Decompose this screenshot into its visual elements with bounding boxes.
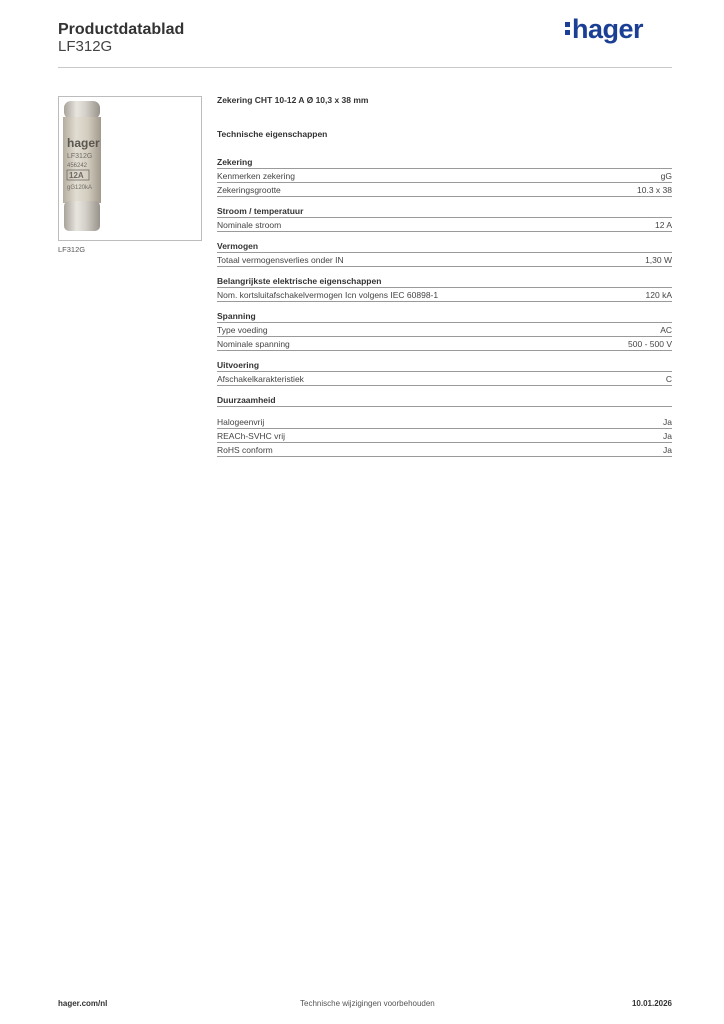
spec-value: Ja bbox=[663, 431, 672, 441]
spec-label: Halogeenvrij bbox=[217, 417, 265, 427]
footer-date: 10.01.2026 bbox=[631, 999, 672, 1008]
fuse-brand-label: hager bbox=[67, 136, 100, 150]
spec-group bbox=[217, 276, 672, 302]
spec-value: 500 - 500 V bbox=[628, 339, 672, 349]
logo-dots-icon bbox=[565, 19, 571, 38]
spec-value: Ja bbox=[663, 417, 672, 427]
spec-group-title: Duurzaamheid bbox=[217, 395, 672, 407]
product-photo bbox=[58, 96, 202, 241]
spec-group-title: Stroom / temperatuur bbox=[217, 206, 672, 218]
spec-label: Nominale spanning bbox=[217, 339, 290, 349]
spec-value: 120 kA bbox=[645, 290, 672, 300]
spec-row bbox=[217, 183, 672, 197]
spec-group-title: Zekering bbox=[217, 157, 672, 169]
spec-row bbox=[217, 218, 672, 232]
spec-group-title: Vermogen bbox=[217, 241, 672, 253]
spec-row bbox=[217, 169, 672, 183]
spec-row bbox=[217, 415, 672, 429]
product-name: Zekering CHT 10-12 A Ø 10,3 x 38 mm bbox=[217, 95, 369, 105]
spec-label: RoHS conform bbox=[217, 445, 273, 455]
spec-value: Ja bbox=[663, 445, 672, 455]
page-title: Productdatablad bbox=[58, 21, 185, 38]
spec-group bbox=[217, 360, 672, 386]
spec-label: Kenmerken zekering bbox=[217, 171, 295, 181]
spec-label: REACh-SVHC vrij bbox=[217, 431, 286, 441]
photo-caption: LF312G bbox=[58, 245, 86, 254]
footer-disclaimer: Technische wijzigingen voorbehouden bbox=[300, 999, 435, 1008]
spec-label: Zekeringsgrootte bbox=[217, 185, 281, 195]
fuse-image bbox=[59, 97, 201, 240]
spec-label: Totaal vermogensverlies onder IN bbox=[217, 255, 344, 265]
logo-text: hager bbox=[572, 14, 644, 44]
spec-label: Nom. kortsluitafschakelvermogen Icn volgens IEC 60898-1 bbox=[217, 290, 439, 300]
spec-row bbox=[217, 429, 672, 443]
spec-group bbox=[217, 311, 672, 351]
product-code: LF312G bbox=[58, 38, 113, 55]
spec-group bbox=[217, 206, 672, 232]
spec-row bbox=[217, 372, 672, 386]
specifications-panel bbox=[217, 95, 672, 466]
spec-row bbox=[217, 288, 672, 302]
spec-value: 12 A bbox=[654, 220, 672, 230]
fuse-bottom-cap bbox=[64, 201, 100, 231]
spec-row bbox=[217, 443, 672, 457]
spec-groups bbox=[217, 157, 672, 457]
fuse-code-label: LF312G bbox=[67, 153, 93, 160]
section-heading: Technische eigenschappen bbox=[217, 129, 328, 139]
spec-value: 10.3 x 38 bbox=[637, 185, 672, 195]
fuse-rating-label: 12A bbox=[69, 171, 84, 180]
spec-group bbox=[217, 241, 672, 267]
fuse-top-cap bbox=[64, 101, 100, 119]
fuse-class-label: gG120kA bbox=[67, 185, 93, 191]
spec-value: AC bbox=[660, 325, 672, 335]
spec-group-title: Spanning bbox=[217, 311, 672, 323]
fuse-number-label: 456242 bbox=[67, 163, 88, 169]
spec-group-title: Uitvoering bbox=[217, 360, 672, 372]
spec-label: Afschakelkarakteristiek bbox=[217, 374, 304, 384]
spec-label: Nominale stroom bbox=[217, 220, 282, 230]
spec-row bbox=[217, 253, 672, 267]
spec-group bbox=[217, 395, 672, 457]
spec-value: C bbox=[665, 374, 672, 384]
spec-group-title: Belangrijkste elektrische eigenschappen bbox=[217, 276, 672, 288]
spec-label: Type voeding bbox=[217, 325, 268, 335]
hager-logo bbox=[565, 14, 643, 45]
spec-row bbox=[217, 337, 672, 351]
footer-website[interactable]: hager.com/nl bbox=[58, 999, 108, 1008]
spec-row bbox=[217, 323, 672, 337]
spec-value: gG bbox=[660, 171, 672, 181]
spec-value: 1,30 W bbox=[645, 255, 672, 265]
header-divider bbox=[58, 67, 672, 68]
spec-group bbox=[217, 157, 672, 197]
